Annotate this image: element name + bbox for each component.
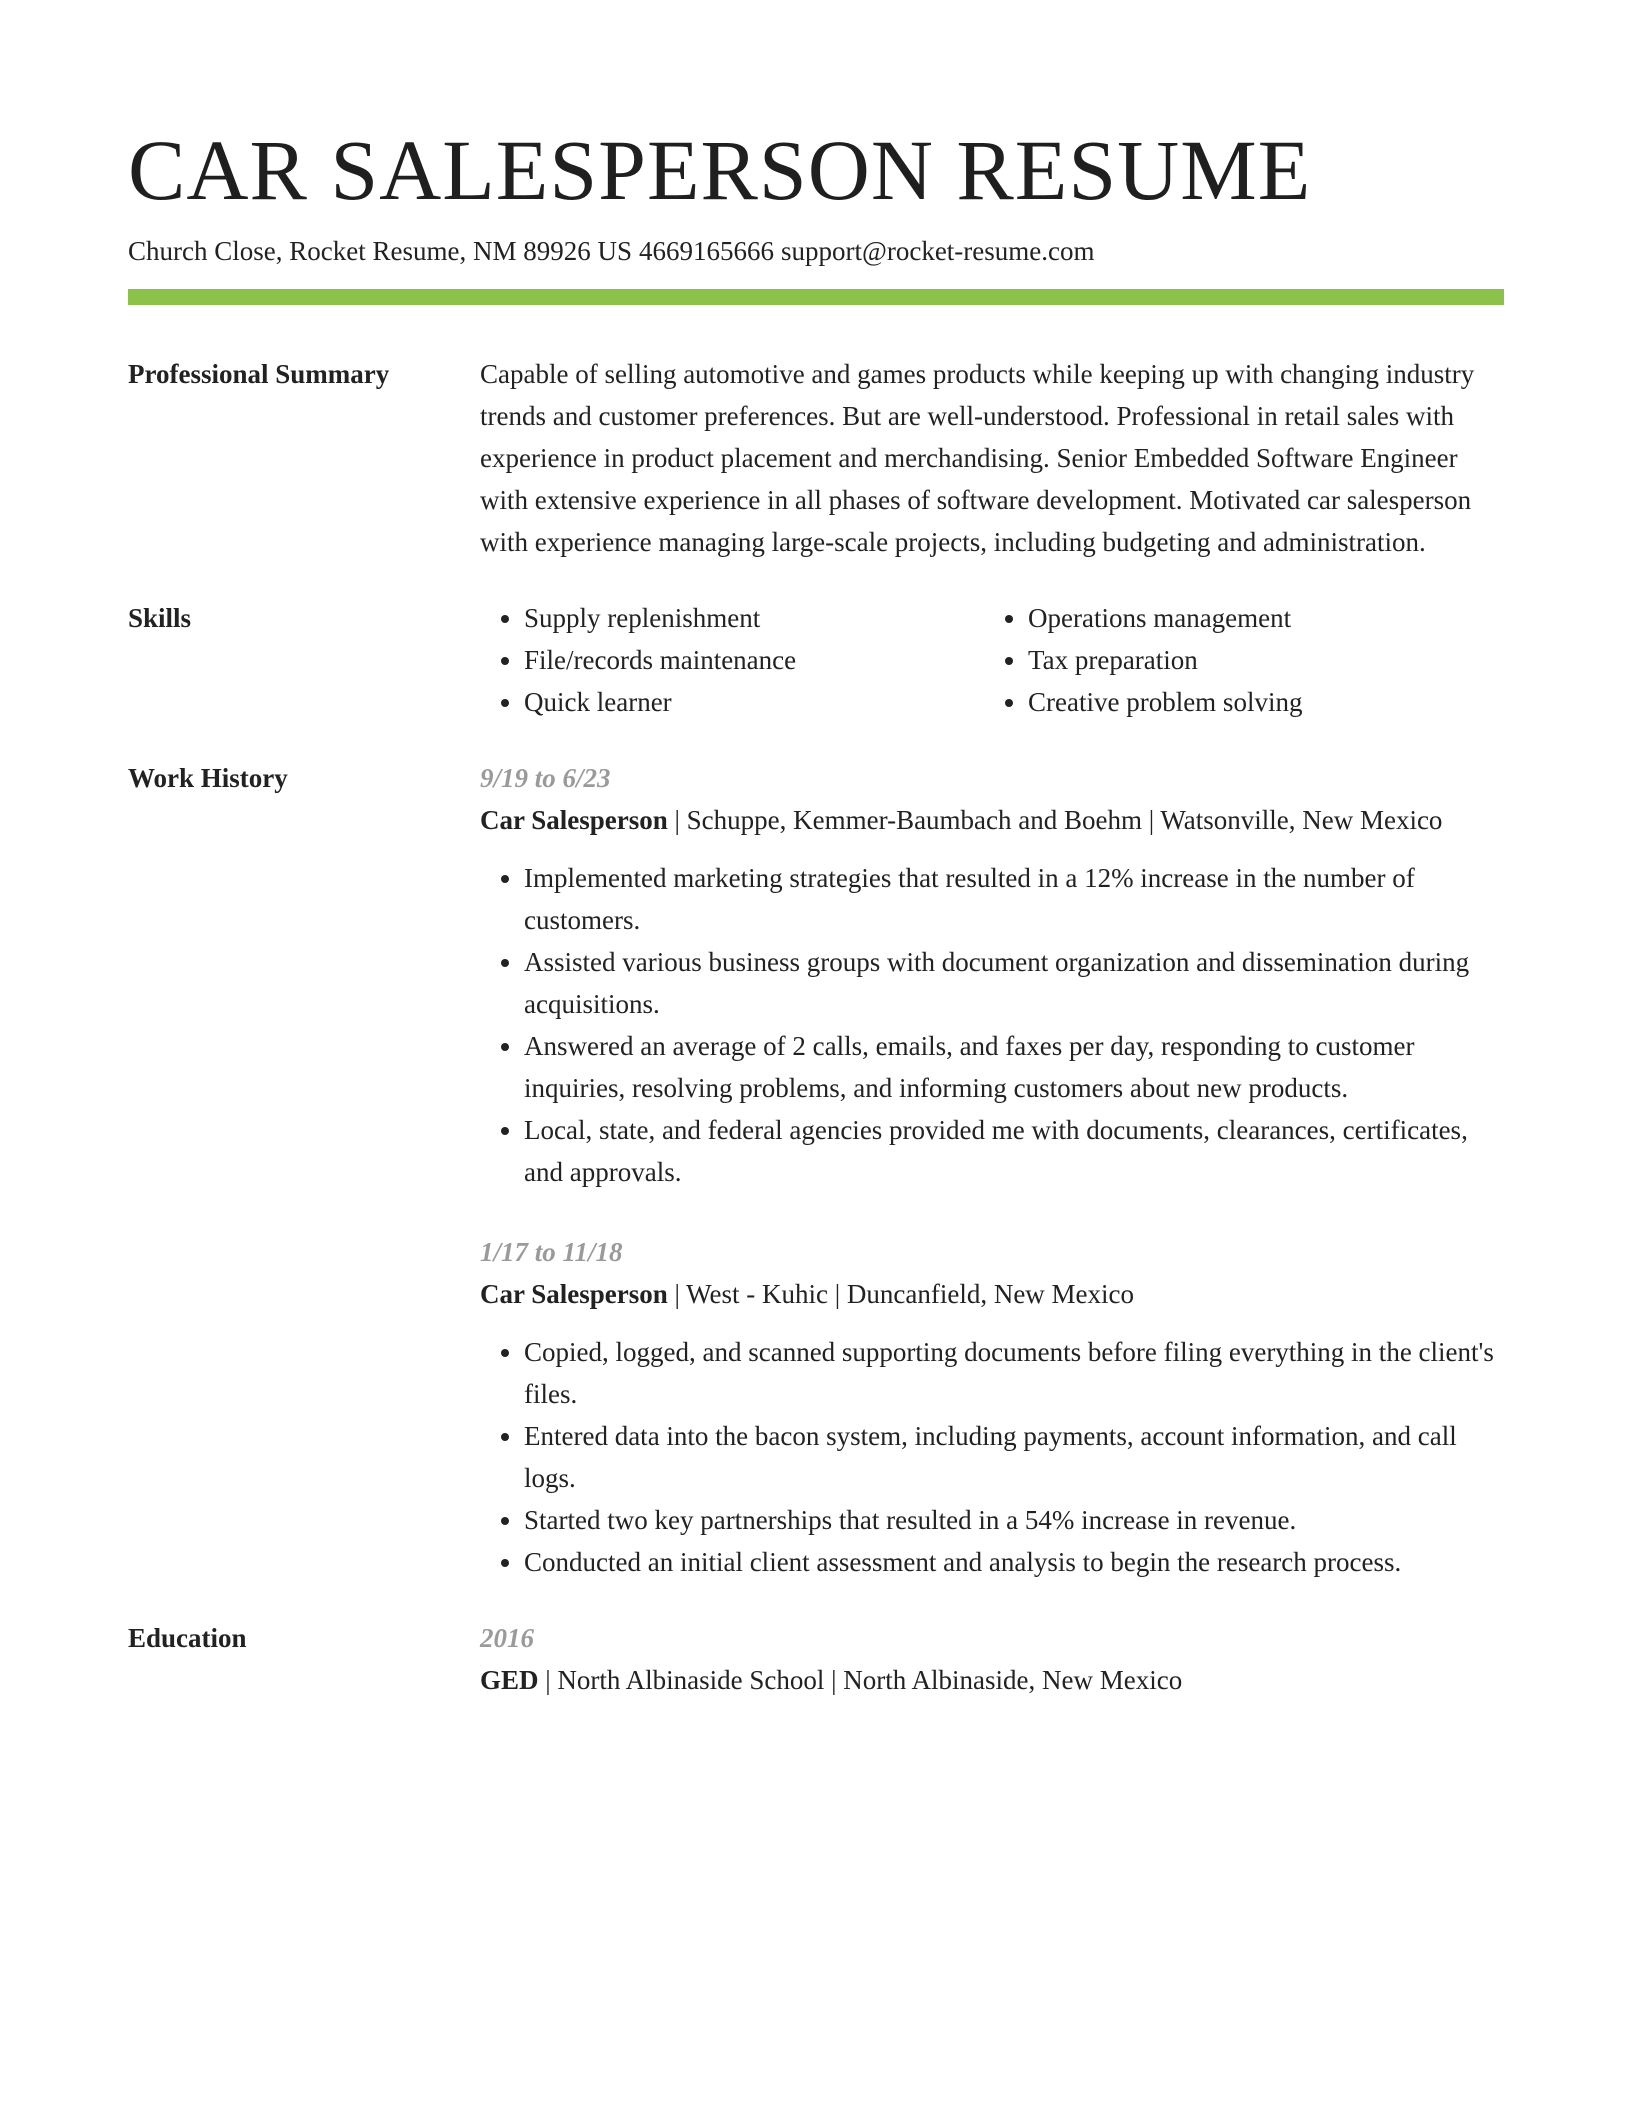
summary-heading: Professional Summary [128, 359, 390, 389]
header-divider [128, 289, 1504, 305]
skills-list [480, 597, 1504, 723]
education-section [128, 1617, 1504, 1701]
work-history-section [128, 757, 1504, 1583]
job-entry [480, 1231, 1504, 1583]
education-degree: GED [480, 1665, 539, 1695]
job-title: Car Salesperson [480, 805, 668, 835]
summary-text: Capable of selling automotive and games products while keeping up with changing industry trends and customer preferences. But are well-understood. Professional in retail sales with experience in product placement and merchandising. Senior Embedded Software Engineer with extensive experience in all phases of software development. Motivated car salesperson with experience managing large-scale projects, including budgeting and administration. [480, 359, 1475, 557]
job-bullet: • Copied, logged, and scanned supporting documents before filing everything in the client's files. [524, 1331, 1504, 1415]
job-dates: 1/17 to 11/18 [480, 1237, 623, 1267]
contact-line [128, 233, 1504, 269]
job-heading [480, 799, 1504, 841]
skill-item: • Tax preparation [1028, 639, 1488, 681]
work-history-heading: Work History [128, 763, 288, 793]
job-dates: 9/19 to 6/23 [480, 763, 611, 793]
skills-heading: Skills [128, 603, 192, 633]
contact-address: Church Close, Rocket Resume, NM 89926 US [128, 236, 632, 266]
job-bullet: • Local, state, and federal agencies provided me with documents, clearances, certificates, and approvals. [524, 1109, 1504, 1193]
job-heading [480, 1273, 1504, 1315]
skill-item: • Quick learner [524, 681, 984, 723]
job-bullet: • Started two key partnerships that resulted in a 54% increase in revenue. [524, 1499, 1504, 1541]
job-bullet: • Implemented marketing strategies that resulted in a 12% increase in the number of customers. [524, 857, 1504, 941]
job-details: | West - Kuhic | Duncanfield, New Mexico [667, 1279, 1135, 1309]
job-entry [480, 757, 1504, 1193]
education-details: | North Albinaside School | North Albinaside, New Mexico [538, 1665, 1183, 1695]
job-bullet: • Conducted an initial client assessment and analysis to begin the research process. [524, 1541, 1504, 1583]
job-details: | Schuppe, Kemmer-Baumbach and Boehm | Watsonville, New Mexico [667, 805, 1443, 835]
skill-item: • Operations management [1028, 597, 1488, 639]
job-bullet: • Answered an average of 2 calls, emails, and faxes per day, responding to customer inquiries, resolving problems, and informing customers about new products. [524, 1025, 1504, 1109]
skill-item: • File/records maintenance [524, 639, 984, 681]
resume-title: CAR SALESPERSON RESUME [128, 122, 1312, 218]
skills-section [128, 597, 1504, 723]
contact-email: support@rocket-resume.com [780, 236, 1095, 266]
job-bullets [480, 857, 1504, 1193]
resume-page [128, 120, 1504, 1701]
skill-item: • Supply replenishment [524, 597, 984, 639]
job-title: Car Salesperson [480, 1279, 668, 1309]
skills-column-1 [480, 597, 984, 723]
job-bullet: • Assisted various business groups with document organization and dissemination during acquisitions. [524, 941, 1504, 1025]
skill-item: • Creative problem solving [1028, 681, 1488, 723]
summary-section [128, 353, 1504, 563]
skills-column-2 [984, 597, 1488, 723]
job-bullet: • Entered data into the bacon system, including payments, account information, and call logs. [524, 1415, 1504, 1499]
education-heading: Education [128, 1623, 247, 1653]
education-year: 2016 [480, 1623, 534, 1653]
education-entry [480, 1659, 1504, 1701]
contact-phone: 4669165666 [638, 236, 774, 266]
job-bullets [480, 1331, 1504, 1583]
